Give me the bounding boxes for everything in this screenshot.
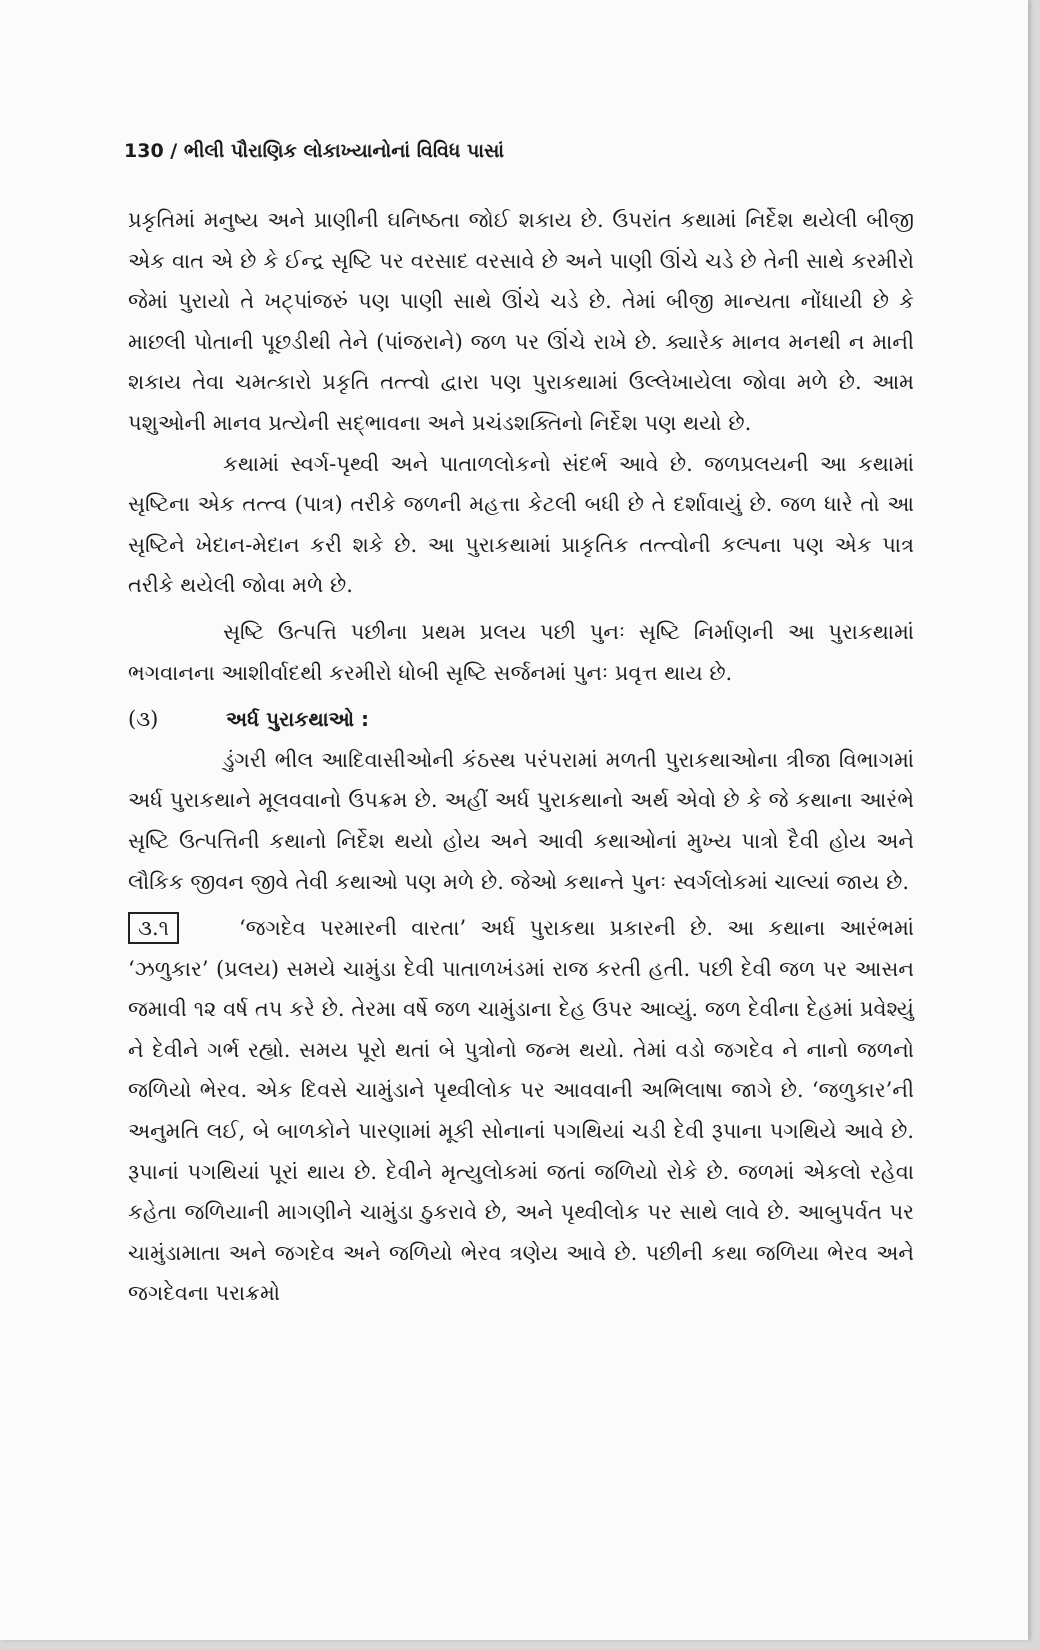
paragraph-1: પ્રકૃતિમાં મનુષ્ય અને પ્રાણીની ઘનિષ્ઠતા જોઈ શકાય છે. ઉપરાંત કથામાં નિર્દેશ થયેલી બીજી એક વાત એ છે કે ઈન્દ્ર સૃષ્ટિ પર વરસાદ વરસાવે છે અને પાણી ઊંચે ચડે છે તેની સાથે કરમીરો જેમાં પુરાયો તે ખટ્પાંજરું પણ પાણી સાથે ઊંચે ચડે છે. તેમાં બીજી માન્યતા નોંધાયી છે કે માછલી પોતાની પૂછડીથી તેને (પાંજરાને) જળ પર ઊંચે રાખે છે. ક્યારેક માનવ મનથી ન માની શકાય તેવા ચમત્કારો પ્રકૃતિ તત્ત્વો દ્વારા પણ પુરાકથામાં ઉલ્લેખાયેલા જોવા મળે છે. આમ પશુઓની માનવ પ્રત્યેની સદ્ભાવના અને પ્રચંડશક્તિનો નિર્દેશ પણ થયો છે. [128,208,914,435]
running-header: 130 / ભીલી પૌરાણિક લોકાખ્યાનોનાં વિવિધ પાસાં [124,140,505,162]
section-number: (૩) [128,707,159,732]
section-paragraph: ડુંગરી ભીલ આદિવાસીઓની કંઠસ્થ પરંપરામાં મળતી પુરાકથાઓના ત્રીજા વિભાગમાં અર્ધ પુરાકથાને મૂલવવાનો ઉપક્રમ છે. અહીં અર્ધ પુરાકથાનો અર્થ એવો છે કે જે કથાના આરંભે સૃષ્ટિ ઉત્પત્તિની કથાનો નિર્દેશ થયો હોય અને આવી કથાઓનાં મુખ્ય પાત્રો દૈવી હોય અને લૌકિક જીવન જીવે તેવી કથાઓ પણ મળે છે. જેઓ કથાન્તે પુનઃ સ્વર્ગલોકમાં ચાલ્યાં જાય છે. [128,747,914,894]
paragraph-2: કથામાં સ્વર્ગ-પૃથ્વી અને પાતાળલોકનો સંદર્ભ આવે છે. જળપ્રલયની આ કથામાં સૃષ્ટિના એક તત્ત્વ (પાત્ર) તરીકે જળની મહત્તા કેટલી બધી છે તે દર્શાવાયું છે. જળ ધારે તો આ સૃષ્ટિને ખેદાન-મેદાન કરી શકે છે. આ પુરાકથામાં પ્રાકૃતિક તત્ત્વોની કલ્પના પણ એક પાત્ર તરીકે થયેલી જોવા મળે છે. [128,451,914,598]
subsection-text: ‘જગદેવ પરમારની વારતા’ અર્ધ પુરાકથા પ્રકારની છે. આ કથાના આરંભમાં ‘ઝળુકાર’ (પ્રલય) સમયે ચામુંડા દેવી પાતાળખંડમાં રાજ કરતી હતી. પછી દેવી જળ પર આસન જમાવી ૧૨ વર્ષ તપ કરે છે. તેરમા વર્ષે જળ ચામુંડાના દેહ ઉપર આવ્યું. જળ દેવીના દેહમાં પ્રવેશ્યું ને દેવીને ગર્ભ રહ્યો. સમય પૂરો થતાં બે પુત્રોનો જન્મ થયો. તેમાં વડો જગદેવ ને નાનો જળનો જળિયો ભેરવ. એક દિવસે ચામુંડાને પૃથ્વીલોક પર આવવાની અભિલાષા જાગે છે. ‘જળુકાર’ની અનુમતિ લઈ, બે બાળકોને પારણામાં મૂકી સોનાનાં પગથિયાં ચડી દેવી રૂપાના પગથિયે આવે છે. રૂપાનાં પગથિયાં પૂરાં થાય છે. દેવીને મૃત્યુલોકમાં જતાં જળિયો રોકે છે. જળમાં એકલો રહેવા કહેતા જળિયાની માગણીને ચામુંડા ઠુકરાવે છે, અને પૃથ્વીલોક પર સાથે લાવે છે. આબુપર્વત પર ચામુંડામાતા અને જગદેવ અને જળિયો ભેરવ ત્રણેય આવે છે. પછીની કથા જળિયા ભેરવ અને જગદેવના પરાક્રમો [128,916,914,1306]
section-heading [128,699,914,740]
paragraph-3: સૃષ્ટિ ઉત્પત્તિ પછીના પ્રથમ પ્રલય પછી પુનઃ સૃષ્ટિ નિર્માણની આ પુરાકથામાં ભગવાનના આશીર્વાદથી કરમીરો ધોબી સૃષ્ટિ સર્જનમાં પુનઃ પ્રવૃત્ત થાય છે. [128,619,914,685]
subsection-number-box: ૩.૧ [128,912,179,944]
body-text [128,200,914,1314]
subsection-paragraph [128,908,914,1314]
section-title: અર્ધ પુરાકથાઓ : [226,707,370,732]
